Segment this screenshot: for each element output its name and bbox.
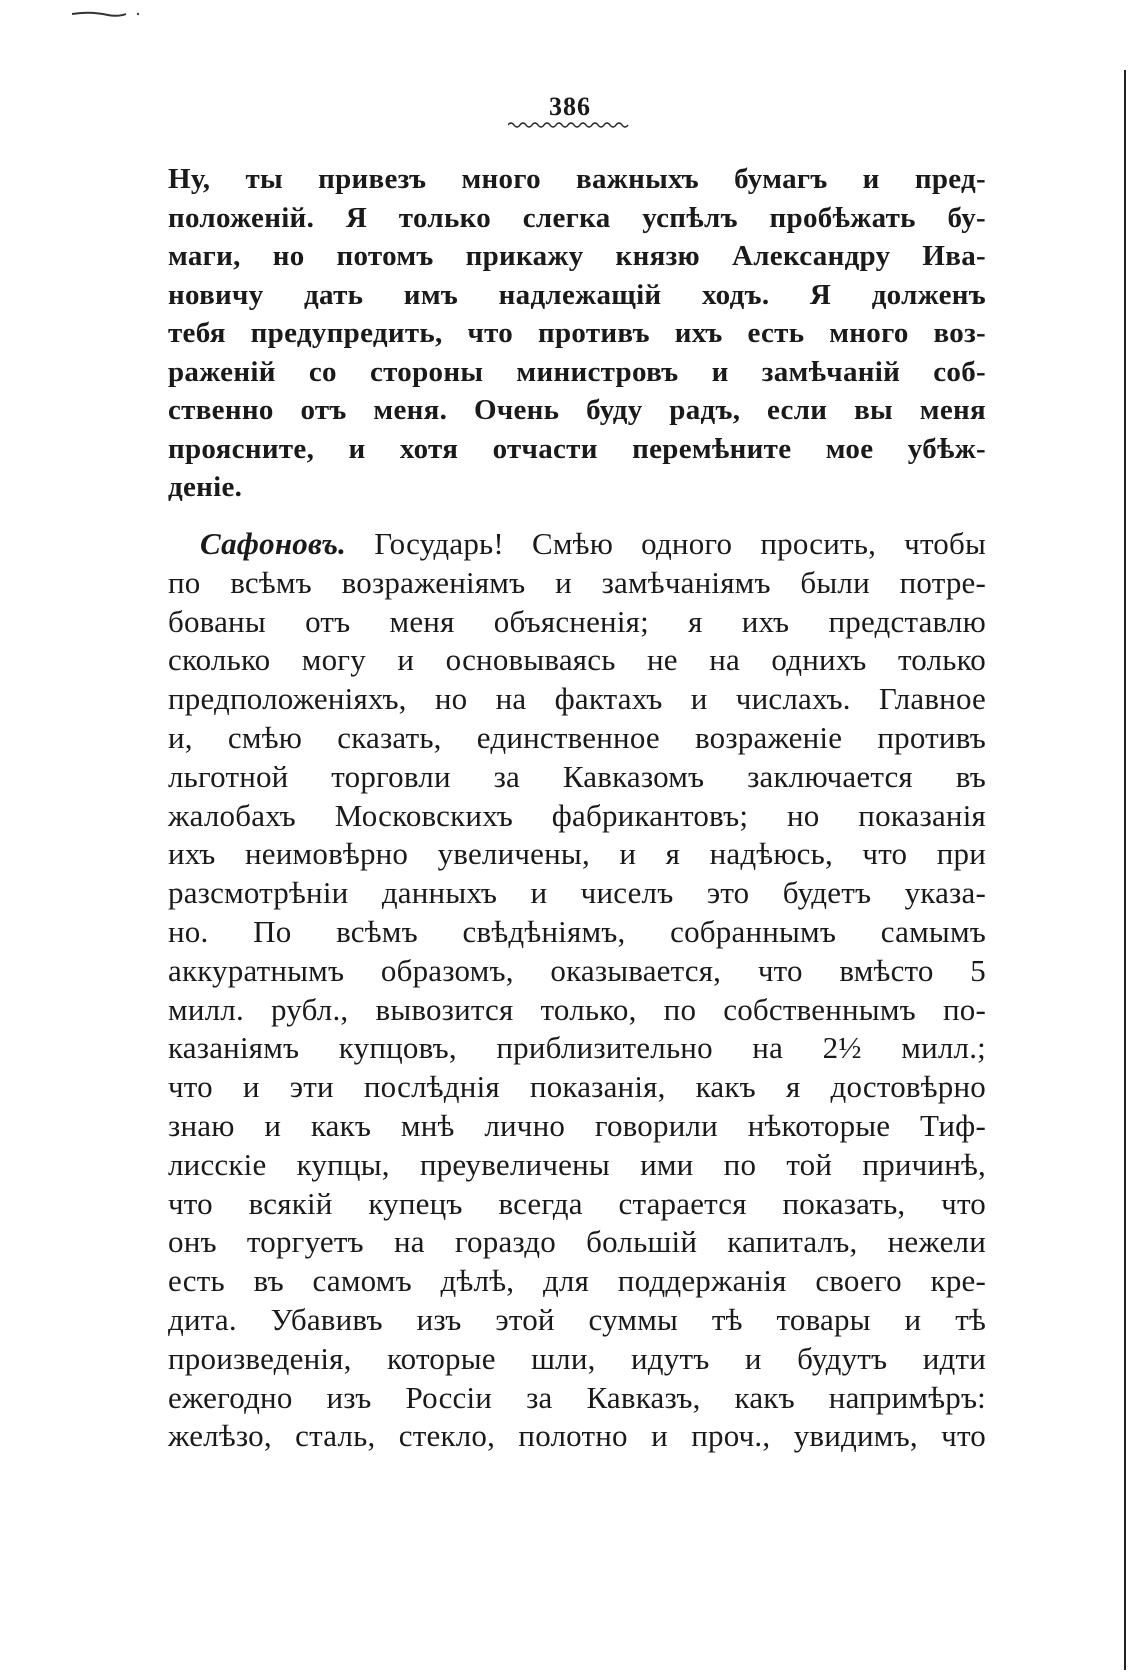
text-line: и, смѣю сказать, единственное возраженіе противъ — [168, 719, 986, 755]
text-line: что всякій купецъ всегда старается показать, что — [168, 1185, 986, 1221]
paragraph-safonov-reply — [168, 525, 986, 1456]
text-line-first — [168, 525, 986, 564]
text-line: лисскіе купцы, преувеличены ими по той причинѣ, — [168, 1146, 986, 1182]
text-line: льготной торговли за Кавказомъ заключается въ — [168, 758, 986, 794]
scan-artifact-mark — [70, 8, 150, 22]
text-line: предположеніяхъ, но на фактахъ и числахъ. Главное — [168, 681, 986, 717]
text-line: что и эти послѣднія показанія, какъ я достовѣрно — [168, 1069, 986, 1105]
text-line: проясните, и хотя отчасти перемѣните мое убѣж- — [168, 432, 986, 465]
text-line: ихъ неимовѣрно увеличены, и я надѣюсь, что при — [168, 836, 986, 872]
paragraph-emperor-speech — [168, 160, 986, 507]
first-line-text: Государь! Смѣю одного просить, чтобы — [374, 526, 987, 561]
text-line: деніе. — [168, 471, 243, 503]
text-line: знаю и какъ мнѣ лично говорили нѣкоторые Тиф- — [168, 1107, 986, 1143]
page-number-ornament — [508, 120, 632, 130]
text-line: ственно отъ меня. Очень буду радъ, если вы меня — [168, 394, 986, 426]
text-line: милл. рубл., вывозится только, по собственнымъ по- — [168, 991, 986, 1027]
text-line: разсмотрѣніи данныхъ и чиселъ это будетъ указа- — [168, 875, 986, 911]
text-line: положеній. Я только слегка успѣлъ пробѣжать бу- — [168, 201, 986, 234]
text-line: по всѣмъ возраженіямъ и замѣчаніямъ были потре- — [168, 564, 986, 600]
page-edge-line — [1124, 70, 1126, 1670]
text-line: раженій со стороны министровъ и замѣчаній соб- — [168, 355, 986, 388]
text-line: онъ торгуетъ на гораздо большій капиталъ, нежели — [168, 1224, 986, 1260]
text-line: новичу дать имъ надлежащій ходъ. Я долженъ — [168, 278, 986, 311]
text-line: казаніямъ купцовъ, приблизительно на 2½ милл.; — [168, 1030, 986, 1066]
text-line: маги, но потомъ прикажу князю Александру Ива- — [168, 240, 986, 272]
text-line: но. По всѣмъ свѣдѣніямъ, собраннымъ самымъ — [168, 913, 986, 949]
text-line: ежегодно изъ Россіи за Кавказъ, какъ напримѣръ: — [168, 1379, 986, 1415]
text-line: тебя предупредить, что противъ ихъ есть много воз- — [168, 317, 986, 349]
speaker-name: Сафоновъ. — [200, 526, 347, 561]
page-number: 386 — [549, 92, 591, 121]
text-line: желѣзо, сталь, стекло, полотно и проч., увидимъ, что — [168, 1418, 986, 1454]
text-line: аккуратнымъ образомъ, оказывается, что вмѣсто 5 — [168, 952, 986, 988]
text-line: жалобахъ Московскихъ фабрикантовъ; но показанія — [168, 797, 986, 833]
text-line: есть въ самомъ дѣлѣ, для поддержанія своего кре- — [168, 1263, 986, 1299]
text-line: дита. Убавивъ изъ этой суммы тѣ товары и тѣ — [168, 1301, 986, 1337]
text-line: Ну, ты привезъ много важныхъ бумагъ и пред- — [168, 163, 986, 195]
text-line: произведенія, которые шли, идутъ и будутъ идти — [168, 1340, 986, 1376]
text-line: сколько могу и основываясь не на однихъ только — [168, 642, 986, 678]
text-line: бованы отъ меня объясненія; я ихъ представлю — [168, 603, 986, 639]
